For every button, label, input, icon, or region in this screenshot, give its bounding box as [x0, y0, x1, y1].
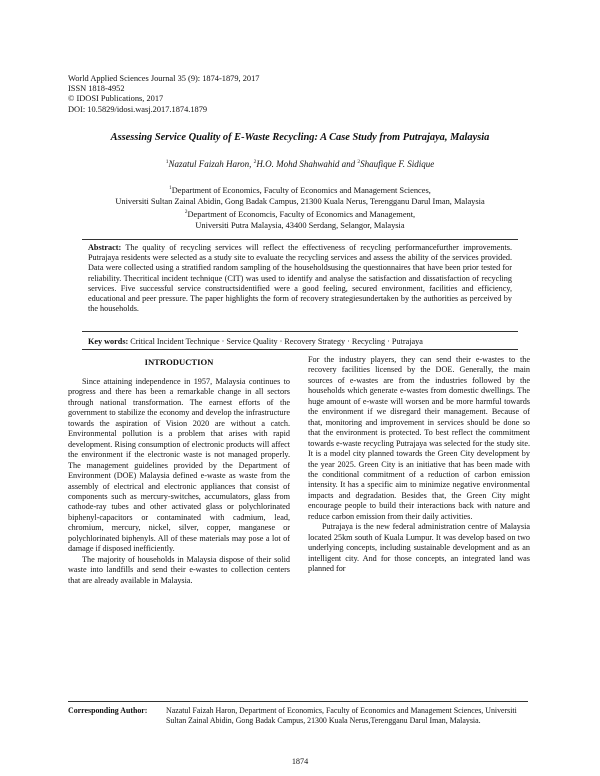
right-column — [308, 355, 530, 575]
abstract-top-rule — [82, 239, 518, 240]
abstract — [88, 243, 512, 314]
intro-paragraph-3: For the industry players, they can send their e-wastes to the recovery facilities licensed by the DOE. Generally, the main sources of e-wastes are from the industries followed by the households which generate e-wastes from domestic dwellings. The huge amount of e-waste will worsen and be more harmful towards the environment if we disregard their management. Because of that, monitoring and improvement in services should be done so that the environment is protected. To best reflect the commitment towards e-waste recycling Putrajaya was selected for the study site. It is a model city planned towards the Green City development by the year 2025. Green City is an initiative that has been made with the conditional commitment of a reduction of carbon emission intensity. It has a specific aim to minimize negative environmental impacts and degradation. Besides that, the Green City might encourage people to build their interactions back with nature and reduce carbon emission from their daily activities. — [308, 355, 530, 521]
journal-doi: DOI: 10.5829/idosi.wasj.2017.1874.1879 — [68, 104, 208, 114]
keywords-bottom-rule — [82, 349, 518, 350]
abstract-label: Abstract: — [88, 243, 122, 252]
introduction-heading: INTRODUCTION — [144, 357, 214, 367]
keywords — [88, 337, 518, 346]
intro-paragraph-2: The majority of households in Malaysia dispose of their solid waste into landfills and send their e-wastes to collection centers that are already available in Malaysia. — [68, 554, 290, 585]
affiliation-1-mark: 1 — [169, 185, 172, 191]
affiliation-2-line-2: Universiti Putra Malaysia, 43400 Serdang, Selangor, Malaysia — [195, 220, 405, 230]
paper-title: Assessing Service Quality of E-Waste Recycling: A Case Study from Putrajaya, Malaysia — [110, 132, 490, 143]
affiliation-1-line-2: Universiti Sultan Zainal Abidin, Gong Badak Campus, 21300 Kuala Nerus, Terengganu Darul Iman, Malaysia — [115, 196, 485, 206]
abstract-bottom-rule — [82, 331, 518, 332]
corresponding-author-text: Nazatul Faizah Haron, Department of Economics, Faculty of Economics and Management Sciences, Universiti Sultan Zainal Abidin, Gong Badak Campus, 21300 Kuala Nerus,Terengganu Darul Iman, Malaysia. — [166, 706, 517, 726]
abstract-text: The quality of recycling services will reflect the effectiveness of recycling performancefurther improvements. Putrajaya residents were selected as a study site to evaluate the recycling services and assess the ability of the services provided. Data were collected using a stratified random sampling of the householdsusing the questionnaires that have been prior tested for reliability. Thecritical incident technique (CIT) was used to identify and analyse the satisfaction and dissatisfaction of recycling services. Five successful service constructsidentified were a good feeling, secured environment, facilities and efficiency, educational and peer pressure. The paper highlights the form of recovery strategiesundertaken by the authorities as perceived by the households. — [88, 243, 512, 314]
author-3-name: Shaufique F. Sidique — [360, 159, 435, 169]
keywords-label: Key words: — [88, 337, 129, 346]
intro-paragraph-4: Putrajaya is the new federal administration centre of Malaysia located 25km south of Kuala Lumpur. It was develop based on two underlying concepts, including sustainable development and as an intelligent city. And for those concepts, an integrated land was planned for — [308, 522, 530, 574]
footnote-rule — [68, 701, 528, 702]
journal-issn: ISSN 1818-4952 — [68, 84, 125, 94]
affiliation-1-dept: Department of Economics, Faculty of Economics and Management Sciences, — [171, 185, 431, 195]
intro-paragraph-1: Since attaining independence in 1957, Malaysia continues to progress and there has been a remarkable change in all sectors through national transformation. The earnest efforts of the government to stabilize the economy and develop the infrastructure towards the aspiration of Vision 2020 are without a catch. Environmental pollution is a problem that arises with rapid development. Rising consumption of electronic products will affect the environment if the electronic waste is not managed properly. The management guidelines provided by the Department of Environment (DOE) Malaysia defined e-waste as waste from the assembly of electrical and electronic appliances that consist of components such as mercury-switches, accumulators, glass from cathode-ray tubes and other activated glass or polychlorinated biphenyl-capacitors or contaminated with cadmium, lead, chromium, mercury, nickel, silver, copper, manganese or polychlorinated biphenyls. All of these materials may pose a lot of damage if disposed inefficiently. — [68, 377, 290, 554]
journal-citation: World Applied Sciences Journal 35 (9): 1874-1879, 2017 — [68, 74, 260, 83]
page-number: 1874 — [291, 757, 309, 766]
left-column — [68, 377, 290, 586]
affiliation-1-line-1 — [40, 183, 560, 197]
author-list — [40, 159, 560, 169]
corresponding-author-label: Corresponding Author: — [68, 706, 148, 715]
author-1-name: Nazatul Faizah Haron, — [168, 159, 254, 169]
affiliation-2-mark: 2 — [184, 209, 188, 216]
journal-copyright: © IDOSI Publications, 2017 — [68, 94, 164, 104]
keywords-text: Critical Incident Technique · Service Quality · Recovery Strategy · Recycling · Putrajaya — [128, 337, 423, 346]
journal-info — [68, 74, 368, 115]
affiliation-2-line-1 — [40, 207, 560, 221]
author-1-affiliation-mark: 1 — [165, 159, 169, 165]
author-3-affiliation-mark: 2 — [357, 159, 361, 165]
affiliation-2-dept: Department of Economcis, Faculty of Economics and Management, — [187, 210, 416, 220]
author-2-affiliation-mark: 2 — [253, 159, 257, 165]
affiliations — [40, 183, 560, 232]
author-2-name: H.O. Mohd Shahwahid and — [256, 159, 358, 169]
